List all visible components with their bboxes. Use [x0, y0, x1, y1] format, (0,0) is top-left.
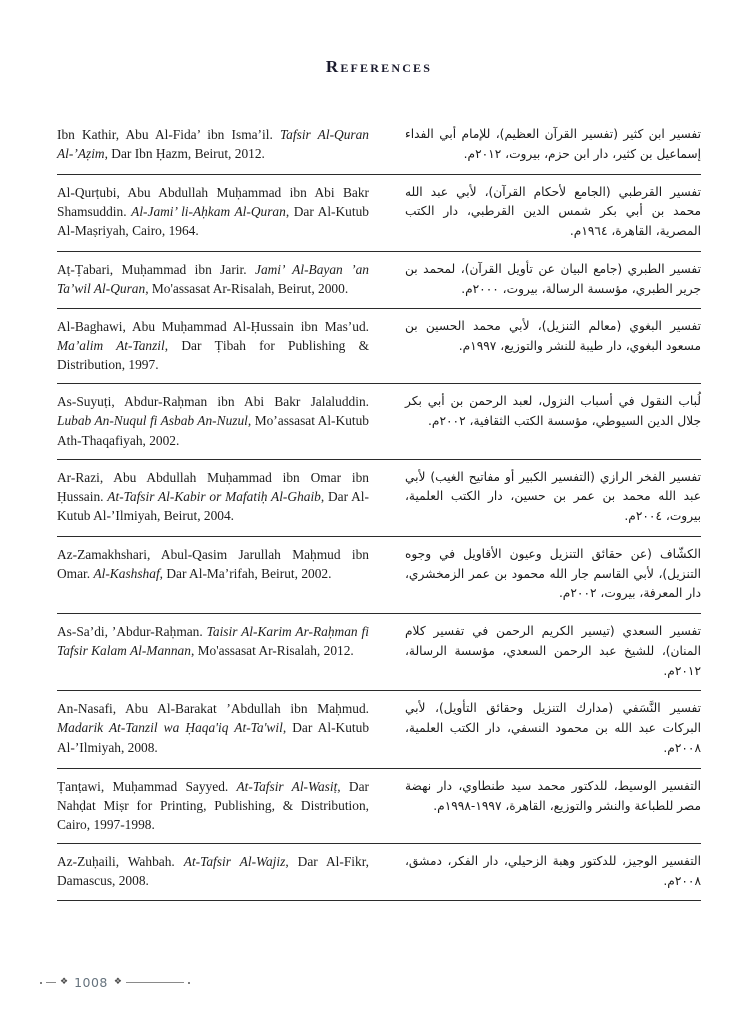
book-title-italic: At-Tafsir Al-Wajiz: [183, 853, 286, 869]
book-title-italic: Jami’ Al-Bayan ’an Ta’wil Al-Quran: [57, 261, 369, 296]
book-title-italic: At-Tafsir Al-Kabir or Mafatiḥ Al-Ghaib: [107, 488, 321, 504]
citation-text: Al-Baghawi, Abu Muḥammad Al-Ḥussain ibn Mas’ud.: [57, 319, 369, 335]
citation-text: As-Sa’di, ’Abdur-Raḥman.: [57, 624, 207, 640]
reference-row: [57, 844, 701, 902]
reference-arabic-citation: التفسير الوجيز، للدكتور وهبة الزحيلي، دار الفكر، دمشق، ٢٠٠٨م.: [405, 853, 701, 888]
citation-text: , Dar Ṭibah for Publishing & Distribution, 1997.: [57, 338, 369, 373]
citation-text: , Mo'assasat Ar-Risalah, 2012.: [190, 643, 354, 659]
citation-text: , Dar Ibn Ḥazm, Beirut, 2012.: [104, 146, 265, 162]
reference-row: [57, 252, 701, 310]
reference-english-citation: [57, 317, 369, 374]
footer-left-dot: [40, 982, 42, 984]
page-footer: [40, 975, 190, 990]
document-page: [0, 57, 751, 901]
reference-english-citation: [57, 125, 369, 163]
book-title-italic: Tafsir Al-Quran Al-’Aẓim: [57, 127, 369, 162]
page-number: 1008: [74, 975, 108, 990]
diamond-ornament-icon: ❖: [113, 977, 122, 987]
citation-text: Ṭanṭawi, Muḥammad Sayyed.: [57, 778, 237, 794]
reference-arabic-citation: تفسير النَّسَفي (مدارك التنزيل وحقائق التأويل)، لأبي البركات عبد الله بن محمود النسفي، دار الكتب العلمية، ٢٠٠٨م.: [405, 701, 701, 755]
reference-row: [57, 691, 701, 768]
book-title-italic: Lubab An-Nuqul fi Asbab An-Nuzul: [57, 413, 248, 429]
reference-arabic-citation: تفسير ابن كثير (تفسير القرآن العظيم)، للإمام أبي الفداء إسماعيل بن كثير، دار ابن حزم، بيروت، ٢٠١٢م.: [405, 127, 701, 161]
reference-row: [57, 537, 701, 614]
reference-arabic-citation: تفسير البغوي (معالم التنزيل)، لأبي محمد الحسين بن مسعود البغوي، دار طيبة للنشر والتوزيع، ١٩٩٧م.: [405, 319, 701, 354]
reference-english-citation: [57, 468, 369, 525]
book-title-italic: Madarik At-Tanzil wa Ḥaqa'iq At-Ta'wil: [57, 720, 283, 736]
reference-row: [57, 769, 701, 844]
citation-text: Ar-Razi, Abu Abdullah Muḥammad ibn Omar ibn Ḥussain.: [57, 469, 369, 504]
citation-text: , Dar Al-Kutub Al-Maṣriyah, Cairo, 1964.: [57, 203, 369, 238]
book-title-italic: Al-Jami’ li-Aḥkam Al-Quran: [131, 203, 286, 219]
reference-row: [57, 309, 701, 384]
citation-text: Aṭ-Ṭabari, Muḥammad ibn Jarir.: [57, 261, 255, 277]
reference-arabic-citation: تفسير السعدي (تيسير الكريم الرحمن في تفسير كلام المنان)، للشيخ عبد الرحمن السعدي، مؤسسة الرسالة، ٢٠١٢م.: [405, 624, 701, 678]
citation-text: As-Suyuṭi, Abdur-Raḥman ibn Abi Bakr Jalaluddin.: [57, 394, 369, 410]
reference-english-citation: [57, 260, 369, 298]
reference-row: [57, 117, 701, 175]
reference-english-citation: [57, 852, 369, 890]
book-title-italic: Ma’alim At-Tanzil: [57, 338, 165, 354]
reference-arabic-citation: لُباب النقول في أسباب النزول، لعبد الرحمن بن أبي بكر جلال الدين السيوطي، مؤسسة الكتب الثقافية، ٢٠٠٢م.: [405, 394, 701, 429]
reference-english-citation: [57, 392, 369, 449]
citation-text: , Dar Al-Kutub Al-’Ilmiyah, 2008.: [57, 720, 370, 755]
citation-text: , Dar Al-Ma’rifah, Beirut, 2002.: [159, 565, 332, 581]
reference-arabic-citation: الكشّاف (عن حقائق التنزيل وعيون الأقاويل في وجوه التنزيل)، لأبي القاسم جار الله محمود بن عمر الزمخشري، دار المعرفة، بيروت، ٢٠٠٢م.: [405, 546, 701, 601]
reference-english-citation: [57, 622, 369, 660]
citation-text: Az-Zamakhshari, Abul-Qasim Jarullah Maḥmud ibn Omar.: [57, 546, 369, 581]
reference-english-citation: [57, 699, 369, 756]
citation-text: , Mo’assasat Al-Kutub Ath-Thaqafiyah, 2002.: [57, 413, 369, 448]
footer-right-rule: [126, 982, 184, 983]
page-title: References: [325, 57, 433, 76]
reference-english-citation: [57, 545, 369, 583]
citation-text: , Dar Nahḍat Miṣr for Printing, Publishing, & Distribution, Cairo, 1997-1998.: [57, 778, 369, 832]
citation-text: , Dar Al-Fikr, Damascus, 2008.: [57, 853, 369, 888]
reference-arabic-citation: تفسير القرطبي (الجامع لأحكام القرآن)، لأبي عبد الله محمد بن أبي بكر شمس الدين القرطبي، دار الكتب المصرية، القاهرة، ١٩٦٤م.: [405, 184, 701, 239]
reference-arabic-citation: التفسير الوسيط، للدكتور محمد سيد طنطاوي، دار نهضة مصر للطباعة والنشر والتوزيع، القاهرة، ١٩٩٧-١٩٩٨م.: [405, 778, 701, 813]
citation-text: Al-Qurṭubi, Abu Abdullah Muḥammad ibn Abi Bakr Shamsuddin.: [57, 184, 369, 219]
citation-text: Ibn Kathir, Abu Al-Fida’ ibn Isma’il.: [57, 127, 280, 142]
reference-arabic-citation: تفسير الطبري (جامع البيان عن تأويل القرآن)، لمحمد بن جرير الطبري، مؤسسة الرسالة، بيروت، ٢٠٠٠م.: [405, 261, 701, 296]
citation-text: An-Nasafi, Abu Al-Barakat ’Abdullah ibn Maḥmud.: [57, 701, 369, 717]
references-table: [57, 117, 701, 901]
book-title-italic: At-Tafsir Al-Wasiṭ: [236, 778, 338, 794]
reference-row: [57, 460, 701, 537]
reference-english-citation: [57, 183, 369, 240]
citation-text: , Dar Al-Kutub Al-’Ilmiyah, Beirut, 2004.: [57, 488, 369, 523]
reference-row: [57, 175, 701, 252]
diamond-ornament-icon: ❖: [60, 977, 69, 987]
footer-right-dot: [188, 982, 190, 984]
reference-english-citation: [57, 777, 369, 834]
citation-text: , Mo'assasat Ar-Risalah, Beirut, 2000.: [145, 280, 349, 296]
reference-arabic-citation: تفسير الفخر الرازي (التفسير الكبير أو مفاتيح الغيب) لأبي عبد الله محمد بن عمر بن حسين، دار الكتب العلمية، بيروت، ٢٠٠٤م.: [405, 469, 701, 524]
footer-left-rule: [46, 982, 56, 983]
book-title-italic: Al-Kashshaf: [93, 565, 160, 581]
reference-row: [57, 384, 701, 459]
citation-text: Az-Zuḥaili, Wahbah.: [57, 853, 184, 869]
reference-row: [57, 614, 701, 691]
book-title-italic: Taisir Al-Karim Ar-Raḥman fi Tafsir Kalam Al-Mannan: [57, 624, 369, 659]
